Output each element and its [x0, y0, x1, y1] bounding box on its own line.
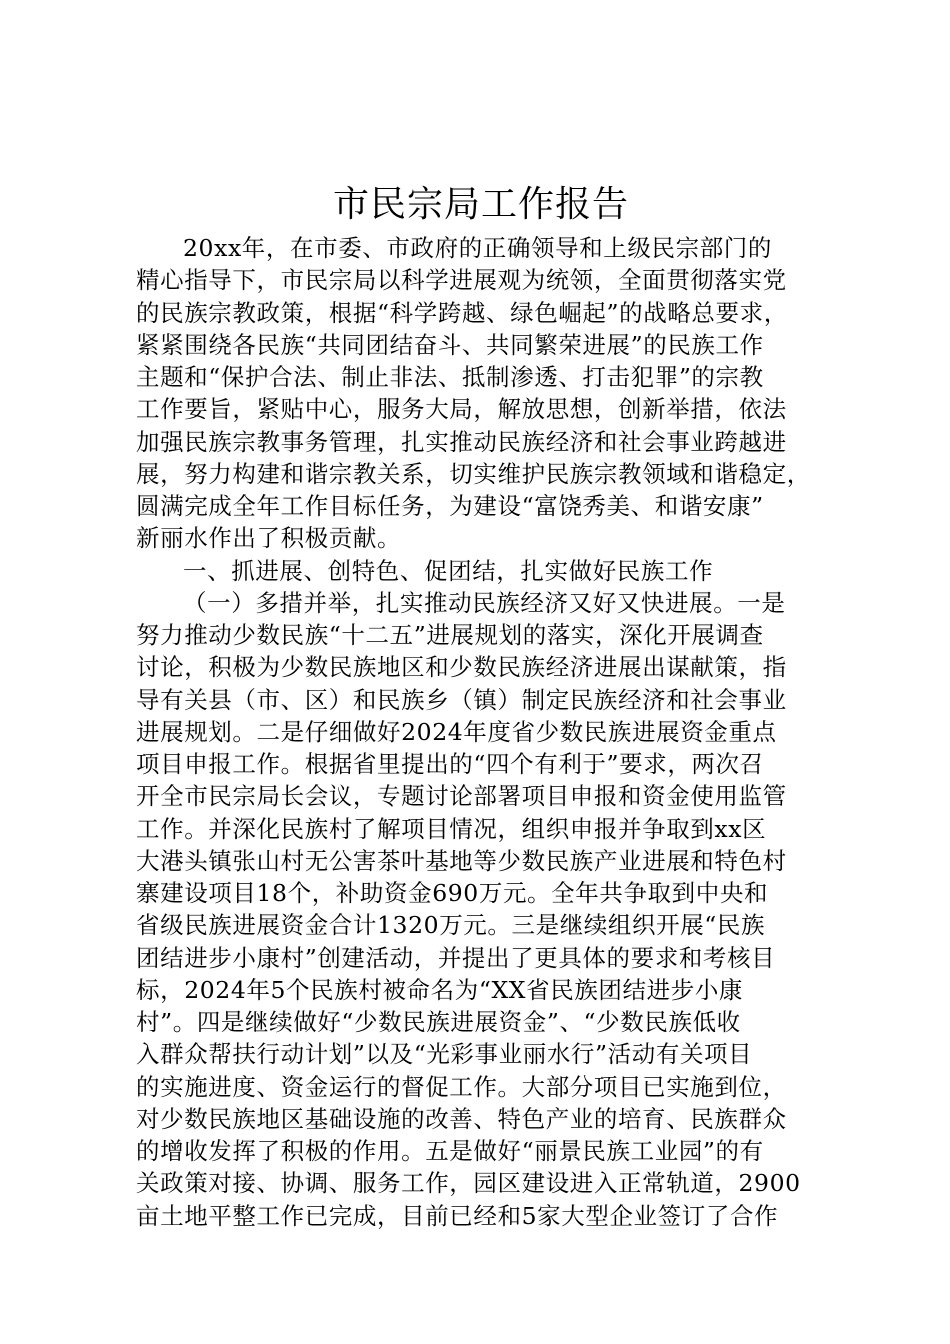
- body-line: 标，2024年5个民族村被命名为“XX省民族团结进步小康: [136, 975, 744, 1004]
- body-line: 寨建设项目18个，补助资金690万元。全年共争取到中央和: [136, 879, 769, 907]
- body-line: 20xx年，在市委、市政府的正确领导和上级民宗部门的: [183, 234, 773, 262]
- body-line: 开全市民宗局长会议，专题讨论部署项目申报和资金使用监管: [136, 782, 787, 811]
- body-line: 亩土地平整工作已完成，目前已经和5家大型企业签订了合作: [136, 1201, 779, 1230]
- document-body: [136, 232, 826, 1232]
- body-line: 精心指导下，市民宗局以科学进展观为统领，全面贯彻落实党: [136, 266, 787, 295]
- body-line: （一）多措并举，扎实推动民族经济又好又快进展。一是: [183, 588, 786, 617]
- body-line: 大港头镇张山村无公害茶叶基地等少数民族产业进展和特色村: [136, 846, 787, 875]
- body-line: 努力推动少数民族“十二五”进展规划的落实，深化开展调查: [136, 621, 764, 649]
- body-line: 的实施进度、资金运行的督促工作。大部分项目已实施到位，: [136, 1072, 787, 1101]
- body-line: 的增收发挥了积极的作用。五是做好“丽景民族工业园”的有: [136, 1137, 764, 1165]
- body-line: 紧紧围绕各民族“共同团结奋斗、共同繁荣进展”的民族工作: [136, 330, 764, 359]
- document-title: 市民宗局工作报告: [332, 184, 629, 225]
- body-line: 导有关县（市、区）和民族乡（镇）制定民族经济和社会事业: [136, 685, 787, 714]
- body-line: 主题和“保护合法、制止非法、抵制渗透、打击犯罪”的宗教: [136, 363, 764, 391]
- body-line: 省级民族进展资金合计1320万元。三是继续组织开展“民族: [136, 911, 766, 940]
- body-line: 讨论，积极为少数民族地区和少数民族经济进展出谋献策，指: [136, 653, 787, 682]
- body-line: 进展规划。二是仔细做好2024年度省少数民族进展资金重点: [136, 717, 777, 746]
- body-line: 项目申报工作。根据省里提出的“四个有利于”要求，两次召: [136, 750, 764, 778]
- body-line: 关政策对接、协调、服务工作，园区建设进入正常轨道，2900: [136, 1169, 801, 1198]
- body-line: 一、抓进展、创特色、促团结，扎实做好民族工作: [183, 556, 714, 585]
- body-line: 入群众帮扶行动计划”以及“光彩事业丽水行”活动有关项目: [136, 1040, 753, 1069]
- body-line: 展，努力构建和谐宗教关系，切实维护民族宗教领域和谐稳定，: [136, 459, 811, 488]
- body-line: 工作要旨，紧贴中心，服务大局，解放思想，创新举措，依法: [136, 395, 787, 424]
- body-line: 圆满完成全年工作目标任务，为建设“富饶秀美、和谐安康”: [136, 492, 764, 520]
- body-line: 团结进步小康村”创建活动，并提出了更具体的要求和考核目: [136, 943, 776, 972]
- body-line: 新丽水作出了积极贡献。: [136, 524, 402, 553]
- body-line: 村”。四是继续做好“少数民族进展资金”、“少数民族低收: [136, 1008, 741, 1036]
- body-line: 工作。并深化民族村了解项目情况，组织申报并争取到xx区: [136, 814, 767, 843]
- body-line: 的民族宗教政策，根据“科学跨越、绿色崛起”的战略总要求，: [136, 298, 788, 327]
- body-line: 对少数民族地区基础设施的改善、特色产业的培育、民族群众: [136, 1104, 787, 1133]
- body-line: 加强民族宗教事务管理，扎实推动民族经济和社会事业跨越进: [136, 427, 787, 456]
